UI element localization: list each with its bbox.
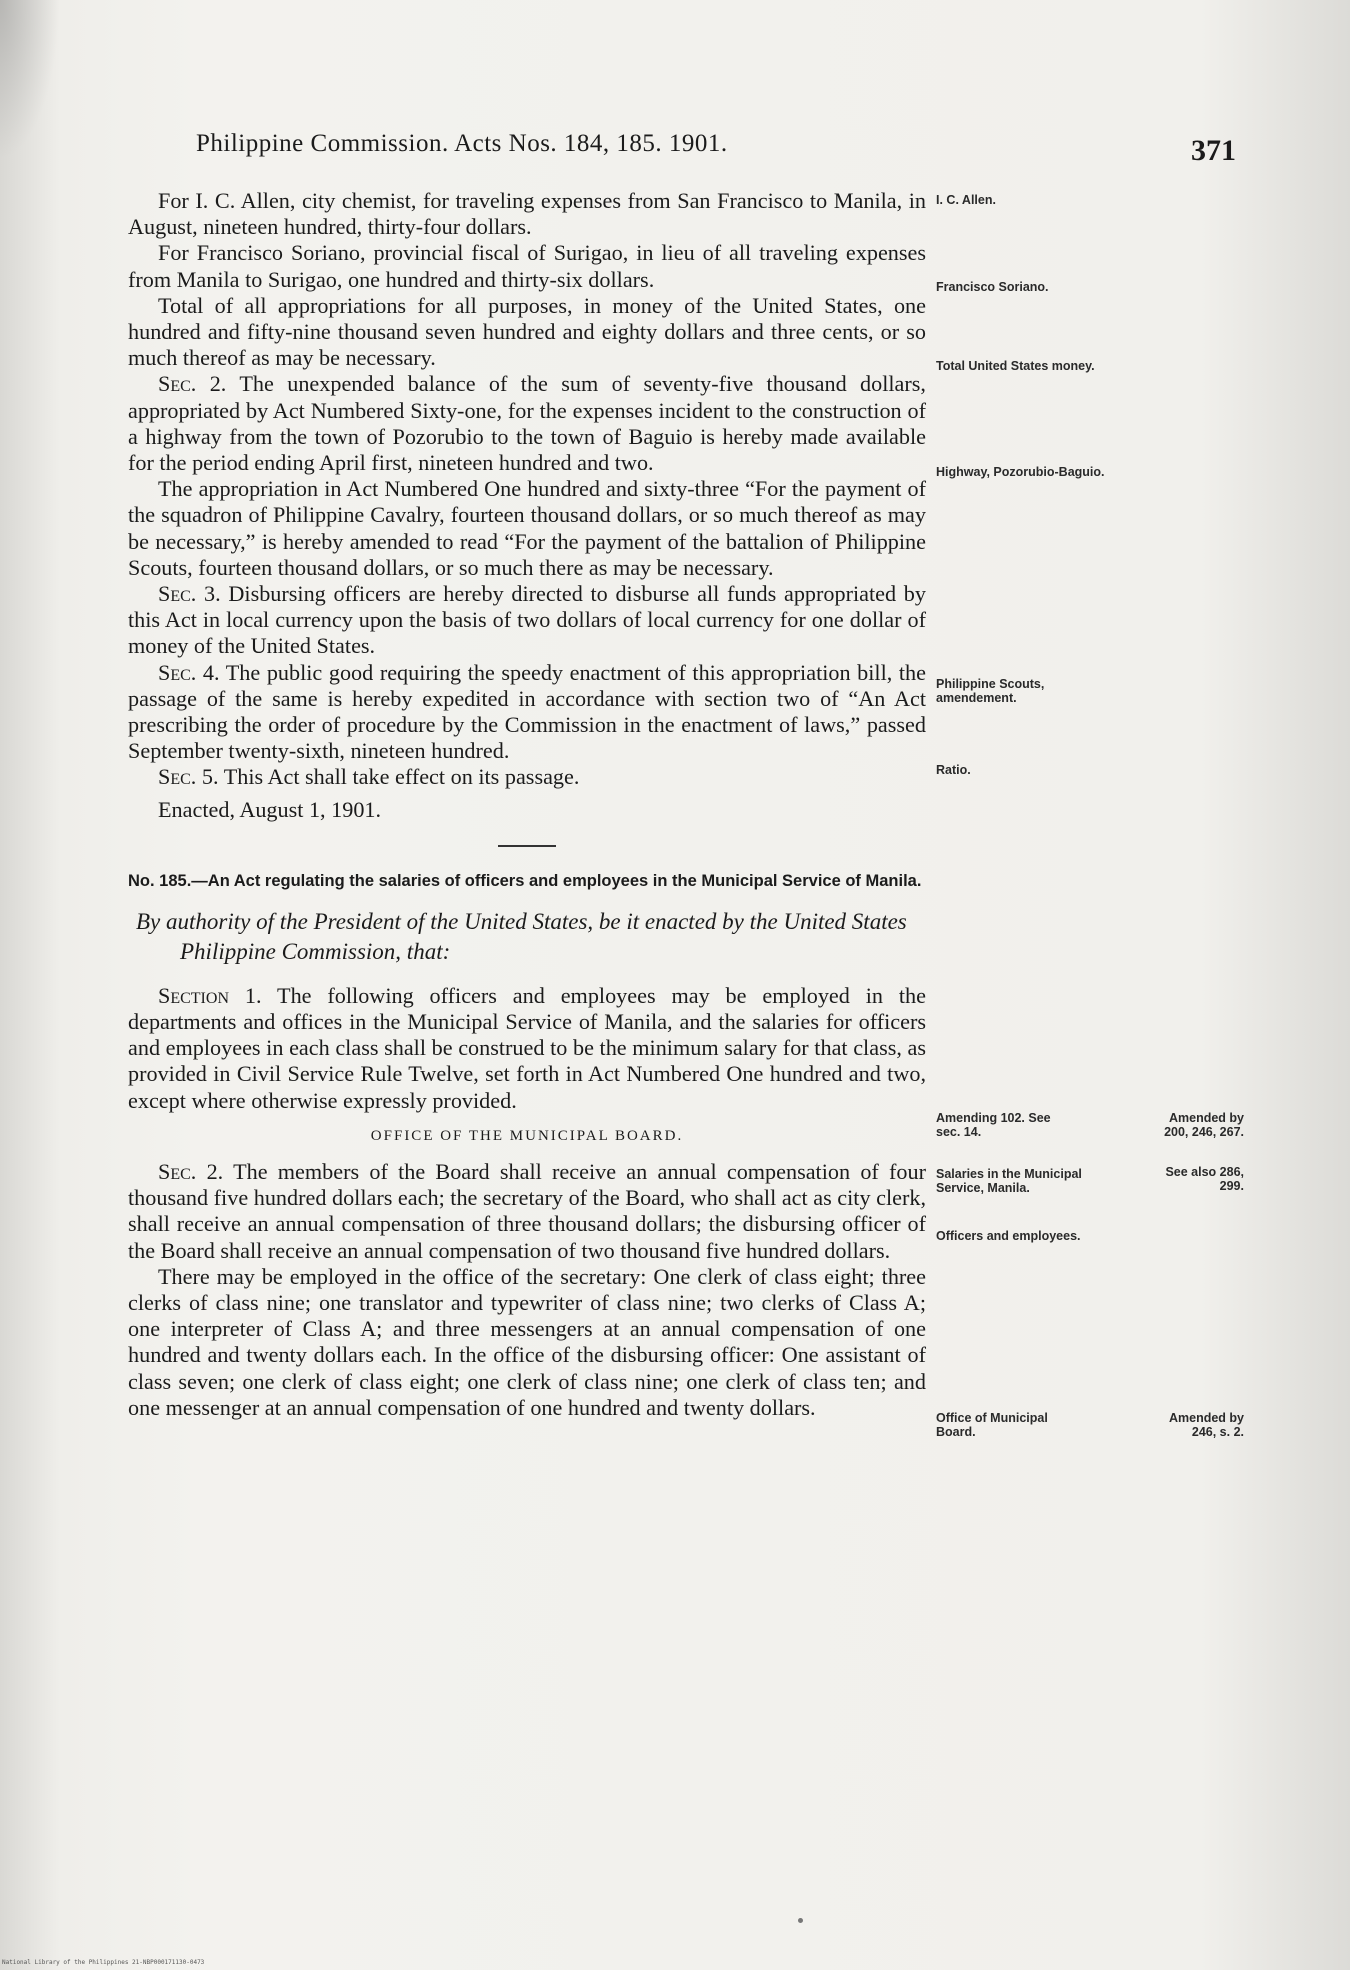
margin-note-office-board: Office of Municipal Board. bbox=[936, 1411, 1048, 1439]
section-4-paragraph bbox=[128, 660, 926, 765]
section-text: Disbursing officers are hereby directed to disburse all funds appropriated by this Act in local currency upon the basis of two dollars of local currency for one dollar of money of the United States. bbox=[128, 581, 926, 659]
margin-note-amended-2: Amended by 246, s. 2. bbox=[1168, 1411, 1244, 1439]
section-text: The public good requiring the speedy enactment of this appropriation bill, the passage of the same is hereby expedited in accordance with section two of “An Act prescribing the order of procedure by the Commission in the enactment of laws,” passed September twenty-sixth, nineteen hundred. bbox=[128, 659, 926, 764]
section-label: Sec. 4. bbox=[158, 659, 220, 685]
section-text: The unexpended balance of the sum of seventy-five thousand dollars, appropriated by Act Numbered Sixty-one, for the expenses incident to the construction of a highway from the town of Pozorubio to the town of Baguio is hereby made available for the period ending April first, nineteen hundred and two. bbox=[128, 371, 926, 476]
margin-note-officers: Officers and employees. bbox=[936, 1229, 1081, 1243]
margin-note-scouts: Philippine Scouts, amendement. bbox=[936, 677, 1045, 705]
margin-note-highway: Highway, Pozorubio-Baguio. bbox=[936, 465, 1105, 479]
section-text: The members of the Board shall receive an annual compensation of four thousand five hundred dollars each; the secretary of the Board, who shall act as city clerk, shall receive an annual compensation of three thousand dollars; the disbursing officer of the Board shall receive an annual compensation of two thousand five hundred dollars. bbox=[128, 1158, 926, 1263]
margin-note-total-money: Total United States money. bbox=[936, 359, 1095, 373]
section-2-board-paragraph bbox=[128, 1159, 926, 1264]
section-label: Sec. 5. bbox=[158, 764, 219, 790]
enacted-date: Enacted, August 1, 1901. bbox=[158, 796, 382, 822]
margin-note-amended-1: Amended by 200, 246, 267. bbox=[1164, 1111, 1244, 1139]
act-title-text: —An Act regulating the salaries of officers and employees in the Municipal Service of Manila. bbox=[191, 871, 922, 890]
scan-credit: National Library of the Philippines 21-NBP000171130-0473 bbox=[2, 1959, 205, 1966]
section-label: Sec. 2. bbox=[158, 371, 227, 397]
running-head: Philippine Commission. Acts Nos. 184, 185. 1901. bbox=[196, 130, 728, 157]
page-header bbox=[196, 130, 1246, 170]
margin-note-ratio: Ratio. bbox=[936, 763, 971, 777]
section-text: The following officers and employees may be employed in the departments and offices in the Municipal Service of Manila, and the salaries for officers and employees in each class shall be construed to be the minimum salary for that class, as provided in Civil Service Rule Twelve, set forth in Act Numbered One hundred and two, except where otherwise expressly provided. bbox=[128, 982, 926, 1113]
page-number: 371 bbox=[1191, 134, 1236, 167]
margin-note-allen: I. C. Allen. bbox=[936, 193, 996, 207]
margin-note-salaries: Salaries in the Municipal Service, Manila. bbox=[936, 1167, 1082, 1195]
act-number: No. 185. bbox=[128, 871, 192, 890]
main-text bbox=[128, 188, 926, 1421]
paragraph-secretary-office: There may be employed in the office of the secretary: One clerk of class eight; three clerks of class nine; one translator and typewriter of class nine; two clerks of Class A; one interpreter of Class A; and three messengers at an annual compensation of one hundred and twenty dollars each. In the office of the disbursing officer: One assistant of class seven; one clerk of class eight; one clerk of class nine; one clerk of class ten; and one messenger at an annual compensation of one hundred and twenty dollars. bbox=[128, 1263, 926, 1420]
office-heading: OFFICE OF THE MUNICIPAL BOARD. bbox=[370, 1127, 684, 1144]
paragraph-scouts-amendment: The appropriation in Act Numbered One hundred and sixty-three “For the payment of the squadron of Philippine Cavalry, fourteen thousand dollars, or so much thereof as may be necessary,” is hereby amended to read “For the payment of the battalion of Philippine Scouts, fourteen thousand dollars, or so much there as may be necessary. bbox=[128, 476, 926, 580]
act-title bbox=[128, 871, 926, 891]
section-divider bbox=[498, 845, 556, 847]
section-label: Sec. 3. bbox=[158, 581, 221, 607]
margin-note-amending: Amending 102. See sec. 14. bbox=[936, 1111, 1051, 1139]
margin-note-soriano: Francisco Soriano. bbox=[936, 280, 1049, 294]
scan-speck bbox=[798, 1918, 803, 1923]
paragraph-soriano: For Francisco Soriano, provincial fiscal of Surigao, in lieu of all traveling expenses from Manila to Surigao, one hundred and thirty-six dollars. bbox=[128, 240, 926, 292]
paragraph-allen: For I. C. Allen, city chemist, for traveling expenses from San Francisco to Manila, in August, nineteen hundred, thirty-four dollars. bbox=[128, 188, 926, 240]
section-2-paragraph bbox=[128, 371, 926, 476]
section-label: Section 1. bbox=[158, 982, 262, 1008]
paragraph-total: Total of all appropriations for all purposes, in money of the United States, one hundred and fifty-nine thousand seven hundred and eighty dollars and three cents, or so much thereof as may be necessary. bbox=[128, 292, 926, 371]
enacting-clause: By authority of the President of the United States, be it enacted by the United States Philippine Commission, that: bbox=[136, 908, 907, 964]
section-1-paragraph bbox=[128, 983, 926, 1114]
section-3-paragraph bbox=[128, 581, 926, 660]
section-5-paragraph bbox=[128, 764, 926, 790]
section-label: Sec. 2. bbox=[158, 1158, 224, 1184]
margin-note-see-also: See also 286, 299. bbox=[1165, 1165, 1244, 1193]
scan-stain bbox=[0, 0, 60, 160]
section-text: This Act shall take effect on its passage. bbox=[223, 764, 580, 790]
